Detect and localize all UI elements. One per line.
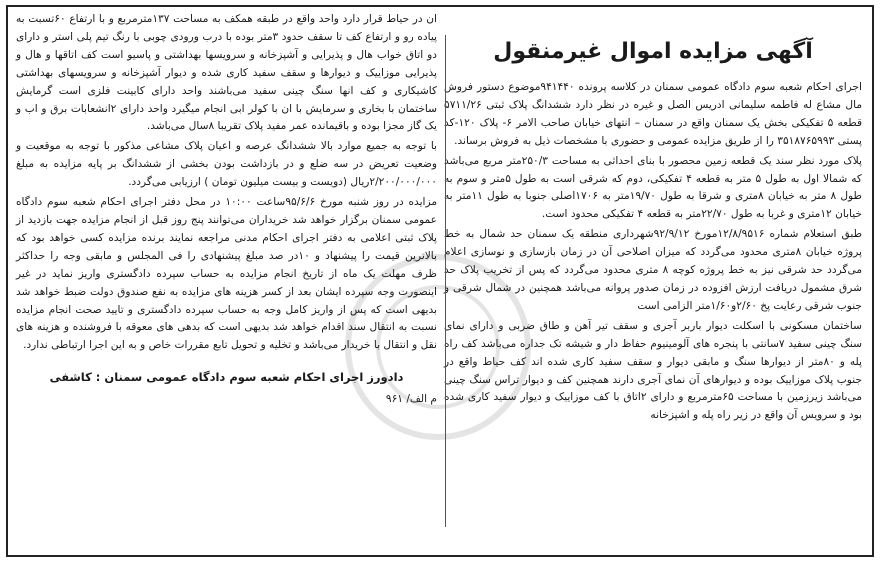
left-column: [16, 11, 437, 409]
signature: دادورز اجرای احکام شعبه سوم دادگاه عمومی سمنان : کاشفی: [49, 370, 404, 385]
reference-number: م الف/ ۹۶۱: [385, 393, 437, 406]
paragraph-intro: اجرای احکام شعبه سوم دادگاه عمومی سمنان در کلاسه پرونده ۹۴۱۴۴۰موضوع دستور فروش مال مشاع له فاطمه سلیمانی ادریس الصل و غیره در نظر دارد ششدانگ پلاک ثبتی ۵۷۱۱/۲۶ قطعه ۵ تفکیکی بخش یک سمنان واقع در سمنان – انتهای خیابان صاحب الامر ۶- پلاک ۱۲۰-کد پستی ۳۵۱۸۷۶۵۹۹۳ را از طریق مزایده عمومی و حضوری با مشخصات ذیل به فروش برساند.: [444, 81, 863, 147]
paragraph-valuation: با توجه به جمیع موارد بالا ششدانگ عرصه و اعیان پلاک مشاعی مذکور با توجه به موقعیت و وضعیت تعریض در سه ضلع و در بازداشت بودن بخشی از ششدانگ بر پایه مزایده به مبلغ ۲/۲۰۰/۰۰۰/۰۰۰ریال (دویست و بیست میلیون تومان ) ارزیابی می‌گردد.: [16, 140, 437, 189]
paragraph-building-description: ساختمان مسکونی با اسکلت دیوار باربر آجری و سقف تیر آهن و طاق ضربی و دارای نمای سنگ چینی سفید ۷سانتی با پنجره های آلومینیوم حفاظ دار و شیشه تک جداره می‌باشد کف راه پله و ۸۰متر از دیوارها سنگ و مابقی دیوار و سقف سفید کاری شده اند کف حیاط واقع در جنوب پلاک موزاییک بوده و دیوارهای آن نمای آجری دارند همچنین کف و دیوار تراس سنگ چینی می‌باشد زیرزمین با مساحت ۶۵مترمربع و دارای ۲اتاق با کف موزاییک و دیوار سفید کاری شده بود و سرویس آن واقع در زیر راه پله و اشپزخانه: [444, 319, 862, 422]
auction-notice: [6, 5, 874, 557]
paragraph-municipality-inquiry: طبق استعلام شماره ۱۲/۸/۹۵۱۶مورخ ۹۲/۹/۱۲شهرداری منطقه یک سمنان حد شمال به خط پروژه خیابان ۸متری محدود می‌گردد که میزان اصلاحی آن در زمان بازسازی و نوسازی اعلام می‌گردد حد شرقی نیز به خط پروژه کوچه ۸ متری محدود می‌گردد که پس از تخریب پلاک حد شرق مشمول دریافت ارزش افزوده در زمان صدور پروانه می‌باشد همچنین در شمال شرقی و جنوب شرقی رعایت پخ ۲/۶۰و۱/۶۰متر الزامی است: [444, 228, 862, 312]
column-divider: [445, 35, 446, 527]
paragraph-auction-terms: مزایده در روز شنبه مورخ ۹۵/۶/۶ساعت ۱۰:۰۰ در محل دفتر اجرای احکام شعبه سوم دادگاه عمومی سمنان برگزار خواهد شد خریداران می‌توانند پنج روز قبل از انجام مزایده جهت بازدید از پلاک ثبتی اعلامی به دفتر اجرای احکام مدنی مراجعه نمایند برنده مزایده کسی خواهد بود که بالاترین قیمت را پیشنهاد و ۱۰در صد مبلغ پیشنهادی را فی المجلس و مابقی وجه را حداکثر ظرف مهلت یک ماه از تاریخ انجام مزایده به حساب سپرده دادگستری واریز نماید در غیر اینصورت وجه سپرده ایشان بعد از کسر هزینه های مزایده به نفع صندوق دولت ضبط خواهد شد بدیهی است که پس از واریز کامل وجه به حساب سپرده دادگستری و تایید صحت انجام مزایده نسبت به انتقال سند اقدام خواهد شد بدیهی است که بدهی های معوقه با فروشنده و هزینه های نقل و انتقال با خریدار می‌باشد و تخلیه و تحویل تابع مقررات خاص و به این اجرا ارتباطی ندارد.: [16, 196, 438, 352]
paragraph-property-boundaries: پلاک مورد نظر سند یک قطعه زمین محصور با بنای احداثی به مساحت ۲۵۰/۳متر مربع می‌باشد که شمالا اول به طول ۵ متر به قطعه ۴ تفکیکی، دوم که شرقی است به طول ۵متر و سوم به طول ۸ متر به خیابان ۸متری و شرقا به طول ۱۹/۷۰متر به ۱۷۰۶اصلی جنوبا به طول ۱۱متر به خیابان ۱۲متری و غربا به طول ۲۲/۷۰متر به قطعه ۴ تفکیکی محدود است.: [444, 154, 862, 221]
notice-title: آگهی مزایده اموال غیرمنقول: [493, 39, 813, 64]
paragraph-unit-description: ان در حیاط قرار دارد واحد واقع در طبقه همکف به مساحت ۱۳۷مترمربع و با ارتفاع ۶۰تسبت به پیاده رو و ارتفاع کف تا سقف حدود ۳متر بوده با درب ورودی چوبی با رنگ تیم پلی استر و دارای دو اتاق خواب هال و پذیرایی و آشپزخانه و سرویسها بهداشتی و پاسیو است کف اتاقها و هال و پذیرایی موزاییک و دیوارها و سقف سفید کاری شده و دیوار آشپزخانه و سرویسهای بهداشتی کاشیکاری و کف انها سنگ چینی سفید می‌باشند واحد دارای کابینت فلزی است گرمایش ساختمان با بخاری و سرمایش با ان با کولر ابی انجام میگیرد واحد دارای ۲انشعابات برق و اب و یک گاز مجزا بوده و باقیمانده عمر مفید پلاک تقریبا ۸سال می‌باشد.: [16, 13, 438, 133]
right-column: [444, 11, 862, 427]
